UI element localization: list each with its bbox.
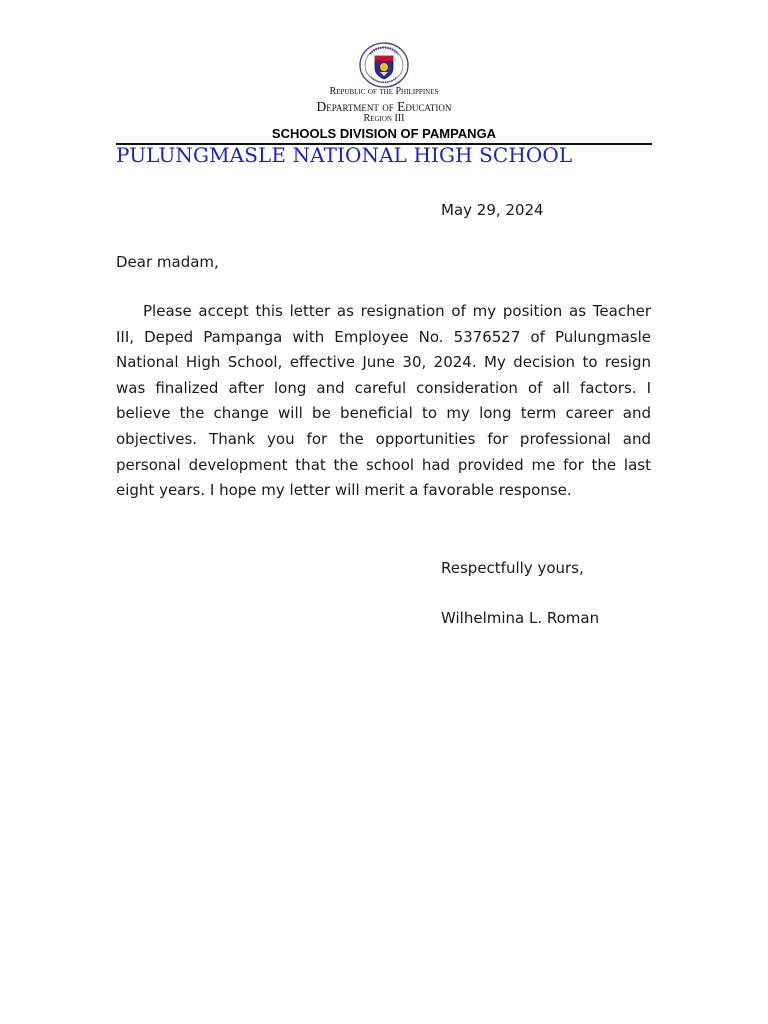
deped-seal-icon [358,42,410,88]
signatory-name: Wilhelmina L. Roman [441,609,600,627]
division-heading: SCHOOLS DIVISION OF PAMPANGA [271,126,497,141]
letter-body: Please accept this letter as resignation of my position as Teacher III, Deped Pampanga with Employee No. 5376527 of Pulungmasle National High School, effective June 30, 2024. My decision to resign was finalized after long and careful consideration of all factors. I believe the change will be beneficial to my long term career and objectives. Thank you for the opportunities for professional and personal development that the school had provided me for the last eight years. I hope my letter will merit a favorable response. [116,302,651,500]
school-name: PULUNGMASLE NATIONAL HIGH SCHOOL [116,143,573,167]
republic-heading: Republic of the Philippines [329,86,439,97]
region-heading: Region III [363,113,405,124]
department-heading: Department of Education [316,99,452,114]
letter-date: May 29, 2024 [441,201,544,219]
complimentary-closing: Respectfully yours, [441,559,584,577]
salutation: Dear madam, [116,253,219,271]
